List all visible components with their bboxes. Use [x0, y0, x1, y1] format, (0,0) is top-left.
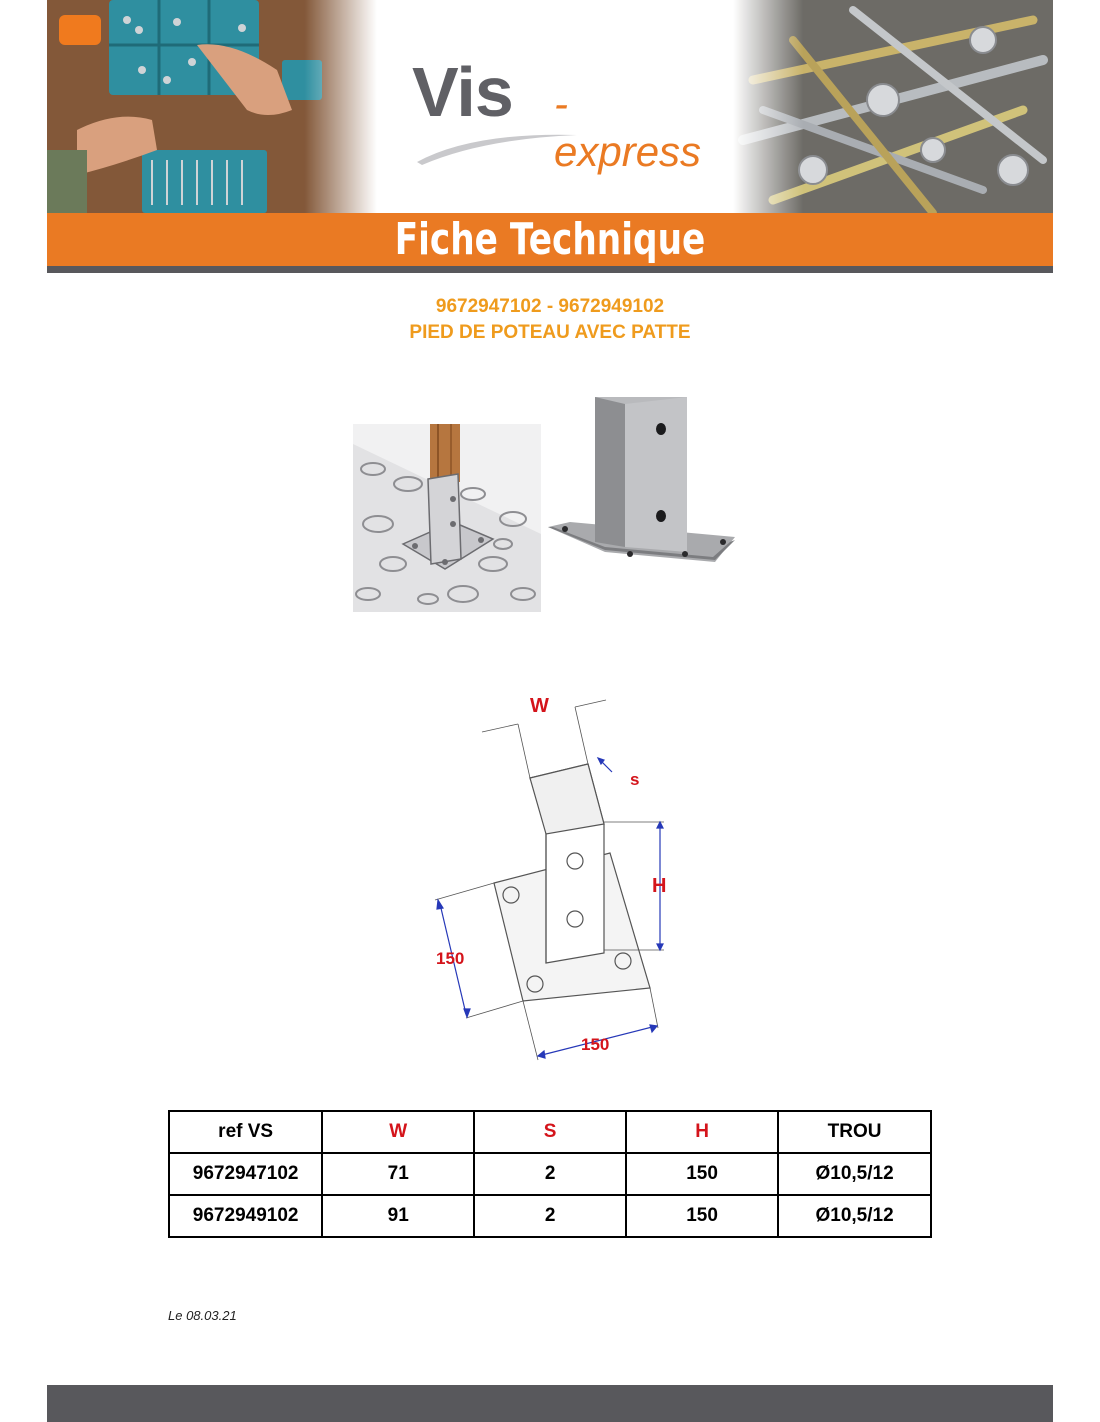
table-header-row [169, 1111, 931, 1153]
dim-label-width: 150 [581, 1035, 610, 1054]
title-bar [47, 213, 1053, 266]
header-ref: ref VS [169, 1111, 322, 1153]
cell-trou: Ø10,5/12 [778, 1195, 931, 1237]
product-refs: 9672947102 - 9672949102 [435, 296, 665, 317]
product-name: PIED DE POTEAU AVEC PATTE [409, 322, 691, 343]
cell-ref: 9672949102 [169, 1195, 322, 1237]
title-underline [47, 266, 1053, 273]
cell-h: 150 [626, 1153, 778, 1195]
header-s: S [474, 1111, 626, 1153]
page-title: Fiche Technique [394, 214, 706, 265]
product-photo [545, 392, 741, 570]
logo-suffix-text: -express [554, 80, 702, 175]
table-row [169, 1153, 931, 1195]
logo-swoosh-icon [412, 127, 582, 167]
technical-drawing [420, 688, 680, 1068]
dim-label-s: s [630, 770, 640, 789]
cell-s: 2 [474, 1153, 626, 1195]
screws-photo [733, 0, 1053, 213]
document-date: Le 08.03.21 [168, 1308, 237, 1323]
cell-trou: Ø10,5/12 [778, 1153, 931, 1195]
footer-bar [47, 1385, 1053, 1422]
installation-illustration [353, 424, 541, 612]
header-w: W [322, 1111, 474, 1153]
cell-ref: 9672947102 [169, 1153, 322, 1195]
dim-label-depth: 150 [436, 949, 465, 968]
spec-table [168, 1110, 932, 1238]
dim-label-w: W [530, 695, 549, 717]
header-h: H [626, 1111, 778, 1153]
table-row [169, 1195, 931, 1237]
cell-h: 150 [626, 1195, 778, 1237]
header-banner [47, 0, 1053, 213]
header-trou: TROU [778, 1111, 931, 1153]
logo-main-text: Vis [412, 53, 513, 131]
cell-w: 91 [322, 1195, 474, 1237]
dim-label-h: H [652, 875, 667, 897]
brand-logo [412, 52, 712, 175]
cell-w: 71 [322, 1153, 474, 1195]
workshop-photo [47, 0, 377, 213]
cell-s: 2 [474, 1195, 626, 1237]
